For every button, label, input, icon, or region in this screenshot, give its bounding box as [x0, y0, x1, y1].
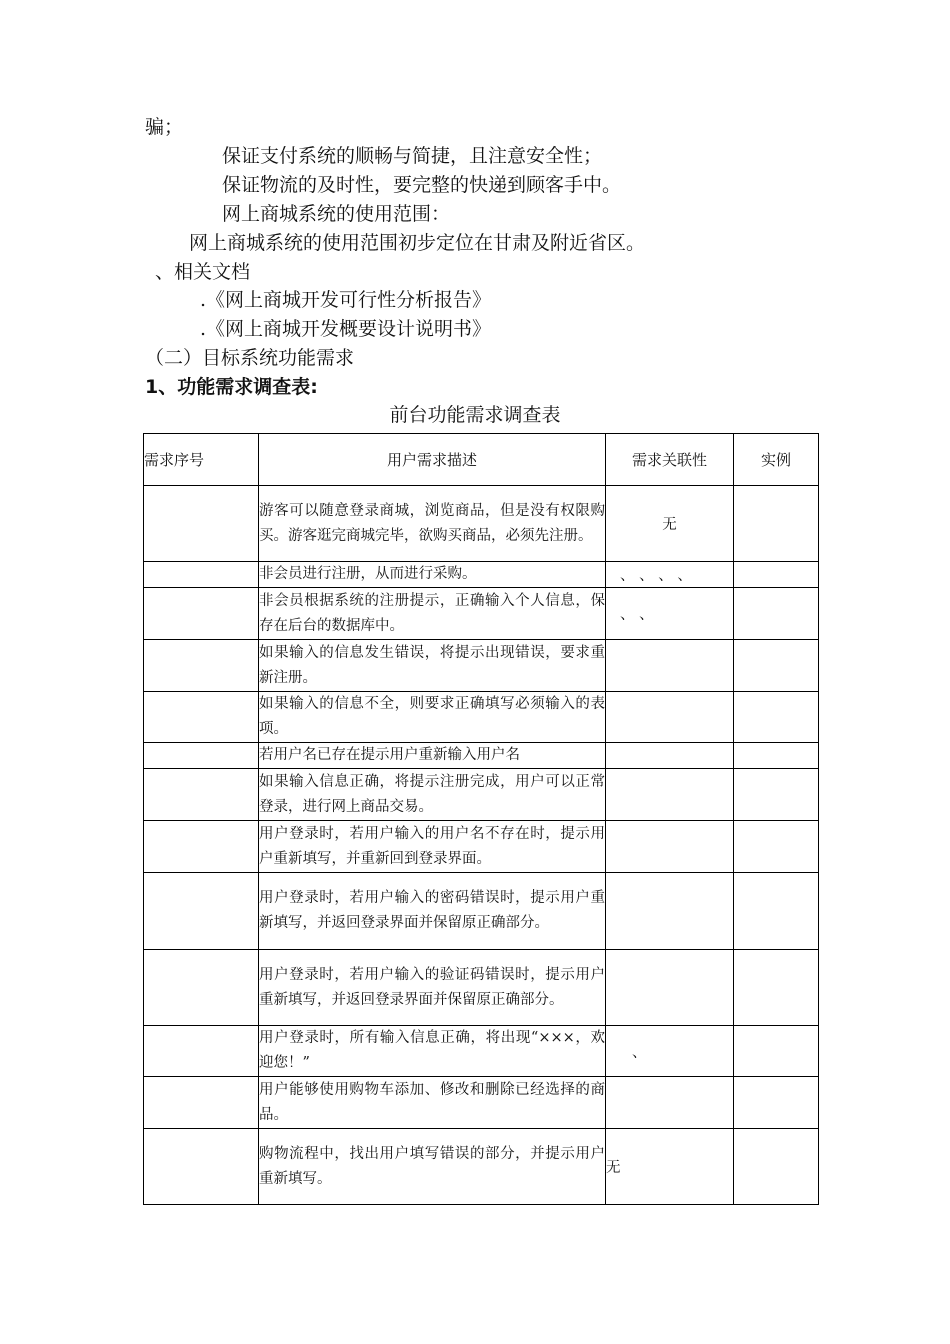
header-example: 实例	[734, 434, 819, 486]
table-row	[144, 562, 819, 588]
cell-req-number	[144, 1026, 259, 1077]
related-doc-2: .《网上商城开发概要设计说明书》	[200, 318, 492, 340]
paragraph-scope: 网上商城系统的使用范围初步定位在甘肃及附近省区。	[189, 232, 646, 254]
cell-req-number	[144, 743, 259, 769]
cell-description: 如果输入的信息不全，则要求正确填写必须输入的表项。	[259, 692, 606, 743]
table-row	[144, 950, 819, 1026]
cell-description: 若用户名已存在提示用户重新输入用户名	[259, 743, 606, 769]
paragraph-fragment: 骗；	[145, 116, 184, 138]
table-row	[144, 1129, 819, 1205]
cell-req-number	[144, 950, 259, 1026]
requirements-table	[143, 433, 819, 1205]
header-description: 用户需求描述	[259, 434, 606, 486]
cell-req-number	[144, 1129, 259, 1205]
cell-example	[734, 1129, 819, 1205]
section-heading-requirements: （二）目标系统功能需求	[145, 347, 355, 369]
cell-relation	[606, 640, 734, 692]
cell-relation	[606, 873, 734, 950]
cell-example	[734, 486, 819, 562]
cell-example	[734, 821, 819, 873]
cell-description: 用户能够使用购物车添加、修改和删除已经选择的商品。	[259, 1077, 606, 1129]
related-docs-heading: 、相关文档	[155, 261, 251, 283]
cell-description: 用户登录时，所有输入信息正确，将出现“×××，欢迎您！”	[259, 1026, 606, 1077]
paragraph-payment: 保证支付系统的顺畅与简捷，且注意安全性；	[222, 145, 603, 167]
cell-example	[734, 743, 819, 769]
header-req-number: 需求序号	[144, 434, 259, 486]
cell-req-number	[144, 873, 259, 950]
cell-req-number	[144, 486, 259, 562]
cell-description: 用户登录时，若用户输入的用户名不存在时，提示用户重新填写，并重新回到登录界面。	[259, 821, 606, 873]
table-row	[144, 486, 819, 562]
cell-example	[734, 692, 819, 743]
table-row	[144, 743, 819, 769]
cell-example	[734, 562, 819, 588]
table-row	[144, 769, 819, 821]
cell-req-number	[144, 562, 259, 588]
cell-description: 用户登录时，若用户输入的验证码错误时，提示用户重新填写，并返回登录界面并保留原正确部分。	[259, 950, 606, 1026]
table-row	[144, 821, 819, 873]
cell-relation	[606, 950, 734, 1026]
cell-example	[734, 950, 819, 1026]
cell-relation	[606, 1077, 734, 1129]
paragraph-logistics: 保证物流的及时性，要完整的快递到顾客手中。	[222, 174, 622, 196]
cell-description: 如果输入信息正确，将提示注册完成，用户可以正常登录，进行网上商品交易。	[259, 769, 606, 821]
related-doc-1: .《网上商城开发可行性分析报告》	[200, 289, 492, 311]
cell-req-number	[144, 821, 259, 873]
cell-relation: 无	[606, 1129, 734, 1205]
table-row	[144, 588, 819, 640]
section-heading-survey: 1、功能需求调查表:	[145, 376, 318, 398]
cell-req-number	[144, 769, 259, 821]
cell-example	[734, 640, 819, 692]
cell-description: 用户登录时，若用户输入的密码错误时，提示用户重新填写，并返回登录界面并保留原正确部分。	[259, 873, 606, 950]
table-row	[144, 873, 819, 950]
cell-req-number	[144, 692, 259, 743]
cell-req-number	[144, 588, 259, 640]
cell-example	[734, 769, 819, 821]
cell-description: 非会员根据系统的注册提示，正确输入个人信息，保存在后台的数据库中。	[259, 588, 606, 640]
cell-description: 购物流程中，找出用户填写错误的部分，并提示用户重新填写。	[259, 1129, 606, 1205]
table-row	[144, 640, 819, 692]
cell-req-number	[144, 1077, 259, 1129]
cell-relation: 无	[606, 486, 734, 562]
cell-description: 非会员进行注册，从而进行采购。	[259, 562, 606, 588]
cell-relation: 、 、 、 、	[606, 562, 734, 588]
table-row	[144, 1077, 819, 1129]
cell-relation: 、 、	[606, 588, 734, 640]
cell-relation: 、	[606, 1026, 734, 1077]
cell-example	[734, 1026, 819, 1077]
paragraph-scope-heading: 网上商城系统的使用范围：	[222, 203, 451, 225]
cell-description: 游客可以随意登录商城，浏览商品，但是没有权限购买。游客逛完商城完毕，欲购买商品，必须先注册。	[259, 486, 606, 562]
header-relation: 需求关联性	[606, 434, 734, 486]
cell-example	[734, 588, 819, 640]
cell-example	[734, 1077, 819, 1129]
cell-req-number	[144, 640, 259, 692]
table-header-row	[144, 434, 819, 486]
cell-relation	[606, 743, 734, 769]
table-caption: 前台功能需求调查表	[389, 404, 561, 426]
cell-relation	[606, 821, 734, 873]
cell-relation	[606, 769, 734, 821]
cell-description: 如果输入的信息发生错误，将提示出现错误，要求重新注册。	[259, 640, 606, 692]
cell-relation	[606, 692, 734, 743]
table-row	[144, 692, 819, 743]
cell-example	[734, 873, 819, 950]
table-row	[144, 1026, 819, 1077]
